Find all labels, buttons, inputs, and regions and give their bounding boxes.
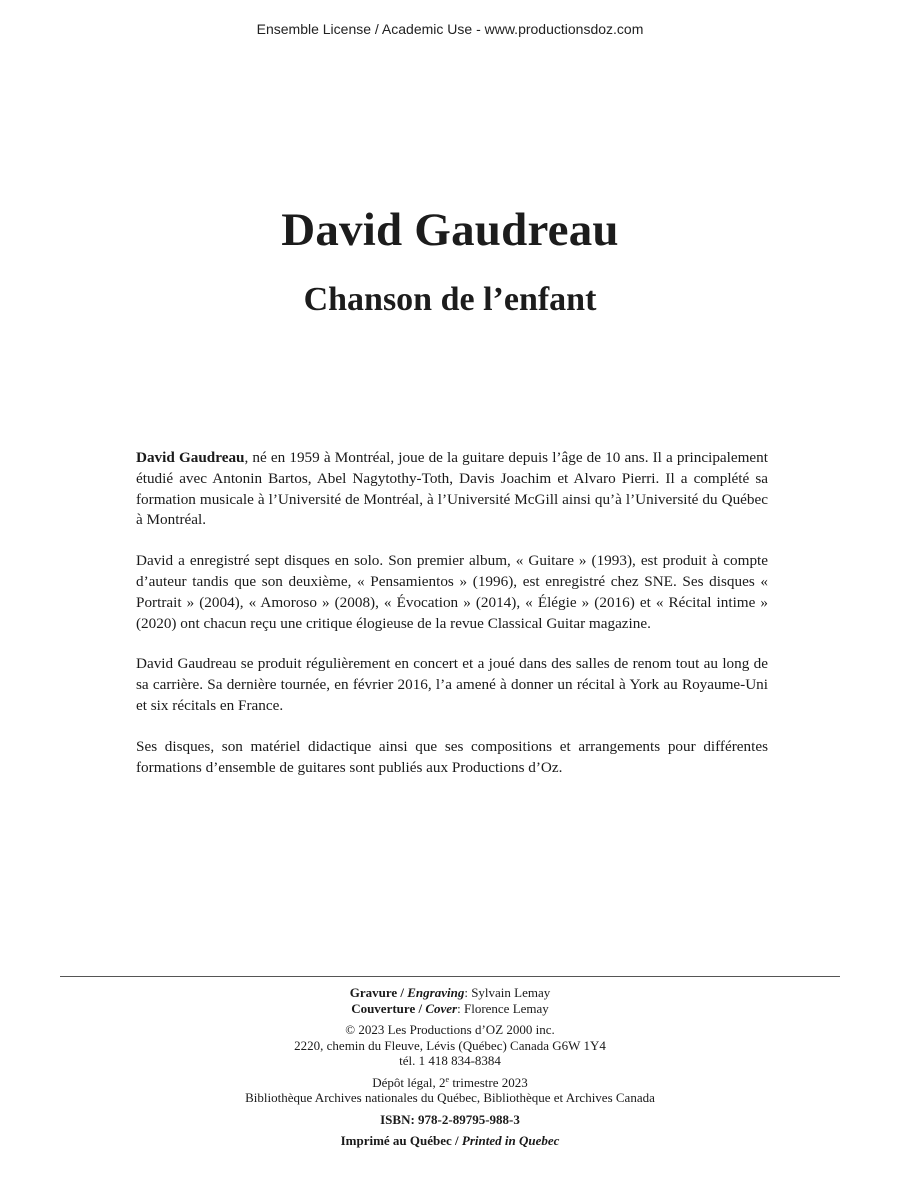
bio-paragraph-1 xyxy=(136,448,768,531)
libraries-line: Bibliothèque Archives nationales du Québec, Bibliothèque et Archives Canada xyxy=(245,1090,655,1105)
copyright-line: © 2023 Les Productions d’OZ 2000 inc. xyxy=(345,1022,555,1037)
bio-paragraph-3: David Gaudreau se produit régulièrement en concert et a joué dans des salles de renom tout au long de sa carrière. Sa dernière tournée, en février 2016, l’a amené à donner un récital à York au Royaume-Uni et six récitals en France. xyxy=(136,655,768,714)
biography xyxy=(136,448,768,798)
cover-credit: Couverture / Cover: Florence Lemay xyxy=(351,1000,549,1016)
isbn: ISBN: 978-2-89795-988-3 xyxy=(380,1111,520,1127)
work-title: Chanson de l’enfant xyxy=(303,281,597,318)
bio-paragraph-1-text: , né en 1959 à Montréal, joue de la guitare depuis l’âge de 10 ans. Il a principalement étudié avec Antonin Bartos, Abel Nagytothy-Toth, Davis Joachim et Alvaro Pierri. Il a complété sa formation musicale à l’Université de Montréal, à l’Université McGill ainsi qu’à l’Université du Québec à Montréal. xyxy=(136,449,768,529)
printed-in: Imprimé au Québec / Printed in Quebec xyxy=(340,1133,560,1148)
bio-paragraph-4: Ses disques, son matériel didactique ainsi que ses compositions et arrangements pour différentes formations d’ensemble de guitares sont publiés aux Productions d’Oz. xyxy=(136,737,768,776)
engraving-credit: Gravure / Engraving: Sylvain Lemay xyxy=(349,985,551,1000)
publication-credits xyxy=(0,985,900,1149)
publisher-address: 2220, chemin du Fleuve, Lévis (Québec) Canada G6W 1Y4 xyxy=(294,1037,606,1053)
composer-name: David Gaudreau xyxy=(281,204,619,256)
legal-deposit: Dépôt légal, 2e trimestre 2023 xyxy=(372,1074,528,1090)
footer-divider xyxy=(60,976,840,977)
license-header: Ensemble License / Academic Use - www.productionsdoz.com xyxy=(256,21,644,37)
publisher-phone: tél. 1 418 834-8384 xyxy=(399,1053,501,1068)
bio-composer-name: David Gaudreau xyxy=(136,449,245,466)
bio-paragraph-2: David a enregistré sept disques en solo. Son premier album, « Guitare » (1993), est produit à compte d’auteur tandis que son deuxième, « Pensamientos » (1996), est enregistré chez SNE. Ses disques « Portrait » (2004), « Amoroso » (2008), « Évocation » (2014), « Élégie » (2016) et « Récital intime » (2020) ont chacun reçu une critique élogieuse de la revue Classical Guitar magazine. xyxy=(136,552,768,632)
